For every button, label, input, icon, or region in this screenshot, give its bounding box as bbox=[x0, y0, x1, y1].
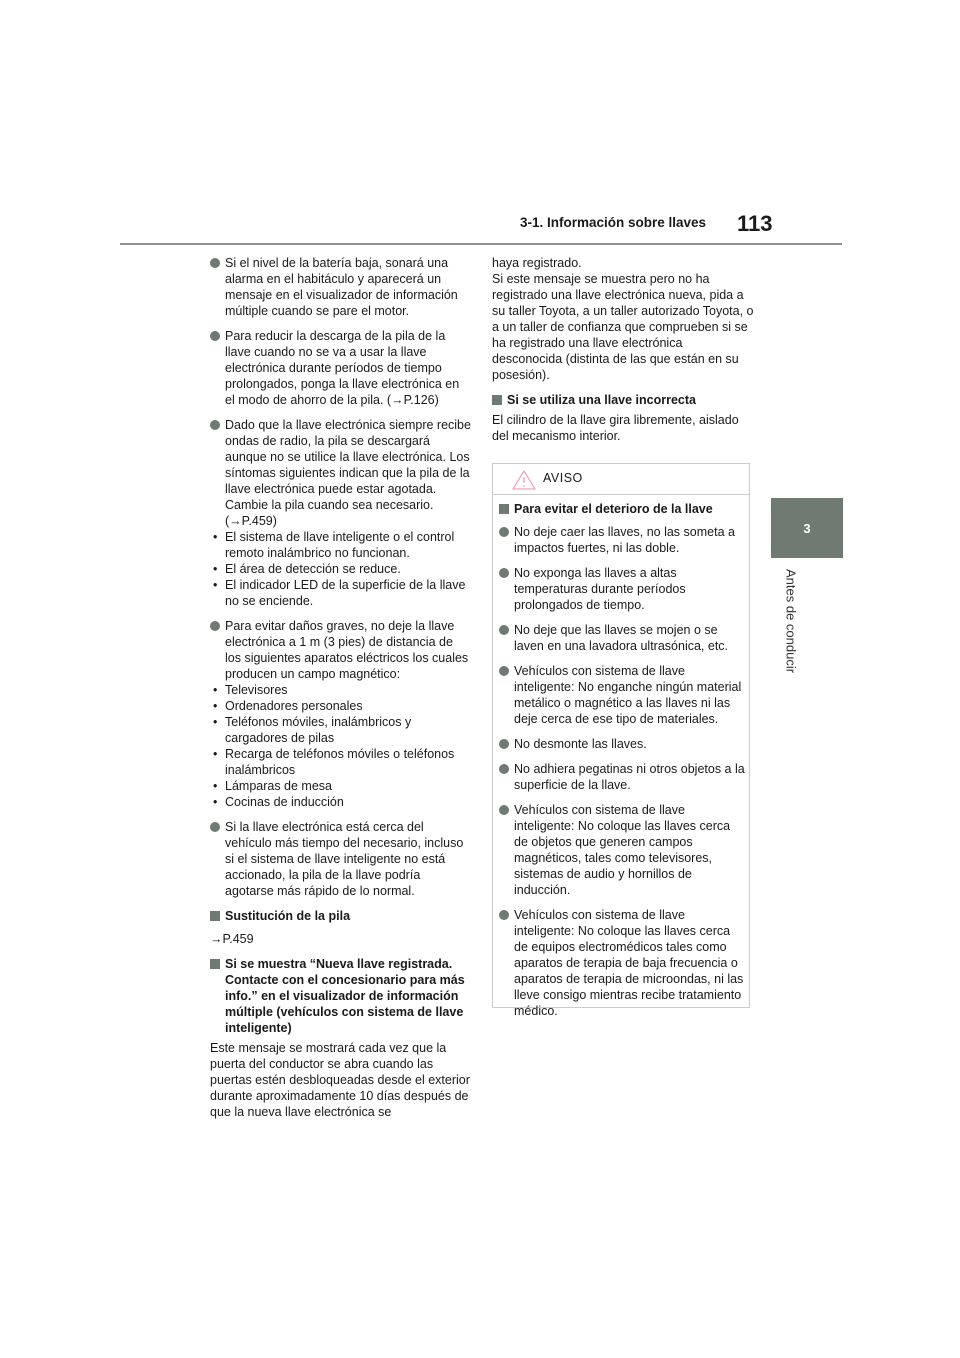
list-item bbox=[499, 622, 745, 654]
bullet-dot-icon bbox=[499, 625, 509, 635]
heading-text: Para evitar el deterioro de la llave bbox=[514, 502, 713, 516]
sub-list-item: • Ordenadores personales bbox=[213, 699, 363, 713]
warning-box bbox=[492, 463, 750, 1018]
list-item bbox=[499, 565, 745, 613]
heading-text: Si se muestra “Nueva llave registrada. Contacte con el concesionario para más info.” en el visualizador de información múltiple (vehículos con sistema de llave inteligente) bbox=[225, 957, 465, 1035]
square-bullet-icon bbox=[492, 395, 502, 405]
paragraph: Si este mensaje se muestra pero no ha registrado una llave electrónica nueva, pida a su taller Toyota, a un taller autorizado Toyota, o a un taller de confianza que comprueben si se ha registrado una llave electrónica desconocida (distinta de las que están en su posesión). bbox=[492, 272, 754, 382]
sub-list-item: • Cocinas de inducción bbox=[213, 795, 344, 809]
list-item bbox=[499, 907, 745, 1019]
header-divider bbox=[120, 243, 842, 245]
sub-list-item: • El sistema de llave inteligente o el control remoto inalámbrico no funcionan. bbox=[213, 530, 455, 560]
bullet-dot-icon bbox=[210, 331, 220, 341]
subsection-heading bbox=[210, 908, 472, 924]
sub-list-item: • El área de detección se reduce. bbox=[213, 562, 401, 576]
sub-item-text: El sistema de llave inteligente o el control remoto inalámbrico no funcionan. bbox=[225, 530, 455, 560]
sub-item-text: Teléfonos móviles, inalámbricos y cargadores de pilas bbox=[225, 715, 412, 745]
bullet-text: Vehículos con sistema de llave inteligente: No enganche ningún material metálico o magnético a las llaves ni las deje cerca de ese tipo de materiales. bbox=[514, 664, 742, 726]
chapter-tab-number: 3 bbox=[803, 520, 811, 536]
bullet-text: No adhiera pegatinas ni otros objetos a la superficie de la llave. bbox=[514, 762, 745, 792]
bullet-text: Si el nivel de la batería baja, sonará una alarma en el habitáculo y aparecerá un mensaje en el visualizador de información múltiple cuando se pare el motor. bbox=[225, 256, 458, 318]
bullet-dot-icon bbox=[210, 258, 220, 268]
bullet-dot-icon bbox=[499, 527, 509, 537]
list-item bbox=[210, 618, 472, 810]
subsection-heading bbox=[492, 392, 754, 408]
paragraph: El cilindro de la llave gira libremente, aislado del mecanismo interior. bbox=[492, 413, 739, 443]
list-item bbox=[499, 802, 745, 898]
bullet-text: Vehículos con sistema de llave inteligente: No coloque las llaves cerca de equipos electromédicos tales como aparatos de terapia de baja frecuencia o aparatos de terapia de microondas, ni las lleve consigo mientras recibe tratamiento médico. bbox=[514, 908, 744, 1018]
bullet-dot-icon bbox=[210, 621, 220, 631]
sub-item-text: Televisores bbox=[225, 683, 288, 697]
bullet-text: No exponga las llaves a altas temperaturas durante períodos prolongados de tiempo. bbox=[514, 566, 686, 612]
sub-item-text: Lámparas de mesa bbox=[225, 779, 333, 793]
paragraph: Este mensaje se mostrará cada vez que la puerta del conductor se abra cuando las puertas estén desbloqueadas desde el exterior durante aproximadamente 10 días después de que la nueva llave electrónica se bbox=[210, 1041, 470, 1119]
bullet-dot-icon bbox=[499, 764, 509, 774]
left-column bbox=[210, 255, 472, 1129]
square-bullet-icon bbox=[499, 504, 509, 514]
warning-header bbox=[493, 464, 749, 495]
bullet-dot-icon bbox=[210, 420, 220, 430]
bullet-dot-icon bbox=[499, 739, 509, 749]
bullet-dot-icon bbox=[499, 910, 509, 920]
square-bullet-icon bbox=[210, 959, 220, 969]
bullet-text: No deje caer las llaves, no las someta a impactos fuertes, ni las doble. bbox=[514, 525, 735, 555]
bullet-text: Para reducir la descarga de la pila de la llave cuando no se va a usar la llave electrónica durante períodos de tiempo prolongados, ponga la llave electrónica en el modo de ahorro de la pila. (→P.126) bbox=[225, 329, 460, 407]
bullet-text: Vehículos con sistema de llave inteligente: No coloque las llaves cerca de objetos que generen campos magnéticos, tales como televisores, sistemas de audio y hornillos de inducción. bbox=[514, 803, 731, 897]
chapter-tab[interactable] bbox=[771, 498, 843, 558]
sub-item-text: Ordenadores personales bbox=[225, 699, 363, 713]
list-item bbox=[210, 255, 472, 319]
list-item bbox=[210, 328, 472, 408]
list-item bbox=[499, 663, 745, 727]
subsection-heading bbox=[210, 956, 472, 1036]
bullet-dot-icon bbox=[499, 568, 509, 578]
bullet-text: Si la llave electrónica está cerca del vehículo más tiempo del necesario, incluso si el sistema de llave inteligente no está accionado, la pila de la llave podría agotarse más rápido de lo normal. bbox=[225, 820, 464, 898]
subsection-heading bbox=[499, 501, 745, 517]
square-bullet-icon bbox=[210, 911, 220, 921]
sub-list-item: • El indicador LED de la superficie de la llave no se enciende. bbox=[213, 578, 466, 608]
sub-item-text: Recarga de teléfonos móviles o teléfonos inalámbricos bbox=[225, 747, 455, 777]
list-item bbox=[499, 761, 745, 793]
bullet-text: No deje que las llaves se mojen o se laven en una lavadora ultrasónica, etc. bbox=[514, 623, 729, 653]
list-item bbox=[210, 819, 472, 899]
sub-list-item: • Televisores bbox=[213, 683, 288, 697]
heading-text: Si se utiliza una llave incorrecta bbox=[507, 393, 696, 407]
bullet-dot-icon bbox=[499, 805, 509, 815]
sub-item-text: Cocinas de inducción bbox=[225, 795, 344, 809]
heading-text: Sustitución de la pila bbox=[225, 909, 351, 923]
warning-triangle-icon bbox=[512, 470, 536, 490]
list-item bbox=[499, 524, 745, 556]
paragraph: haya registrado. bbox=[492, 256, 582, 270]
right-column bbox=[492, 255, 754, 453]
bullet-text: No desmonte las llaves. bbox=[514, 737, 647, 751]
sub-list-item: • Recarga de teléfonos móviles o teléfonos inalámbricos bbox=[213, 747, 455, 777]
section-title: 3-1. Información sobre llaves bbox=[520, 215, 707, 230]
bullet-dot-icon bbox=[210, 822, 220, 832]
list-item bbox=[499, 736, 745, 752]
bullet-dot-icon bbox=[499, 666, 509, 676]
bullet-text: Dado que la llave electrónica siempre recibe ondas de radio, la pila se descargará aunque no se utilice la llave electrónica. Los síntomas siguientes indican que la pila de la llave electrónica puede estar agotada. Cambie la pila cuando sea necesario. (→P.459) bbox=[225, 418, 471, 528]
chapter-tab-label: Antes de conducir bbox=[783, 568, 799, 674]
list-item bbox=[210, 417, 472, 609]
sub-item-text: El área de detección se reduce. bbox=[225, 562, 401, 576]
sub-list-item: • Teléfonos móviles, inalámbricos y cargadores de pilas bbox=[213, 715, 412, 745]
page-number: 113 bbox=[737, 211, 773, 236]
bullet-text: Para evitar daños graves, no deje la llave electrónica a 1 m (3 pies) de distancia de los siguientes aparatos eléctricos los cuales producen un campo magnético: bbox=[225, 619, 469, 681]
sub-list-item: • Lámparas de mesa bbox=[213, 779, 333, 793]
warning-body bbox=[493, 495, 749, 1019]
sub-item-text: El indicador LED de la superficie de la llave no se enciende. bbox=[225, 578, 466, 608]
warning-label: AVISO bbox=[543, 471, 583, 485]
page-reference-link[interactable]: →P.459 bbox=[210, 932, 254, 946]
